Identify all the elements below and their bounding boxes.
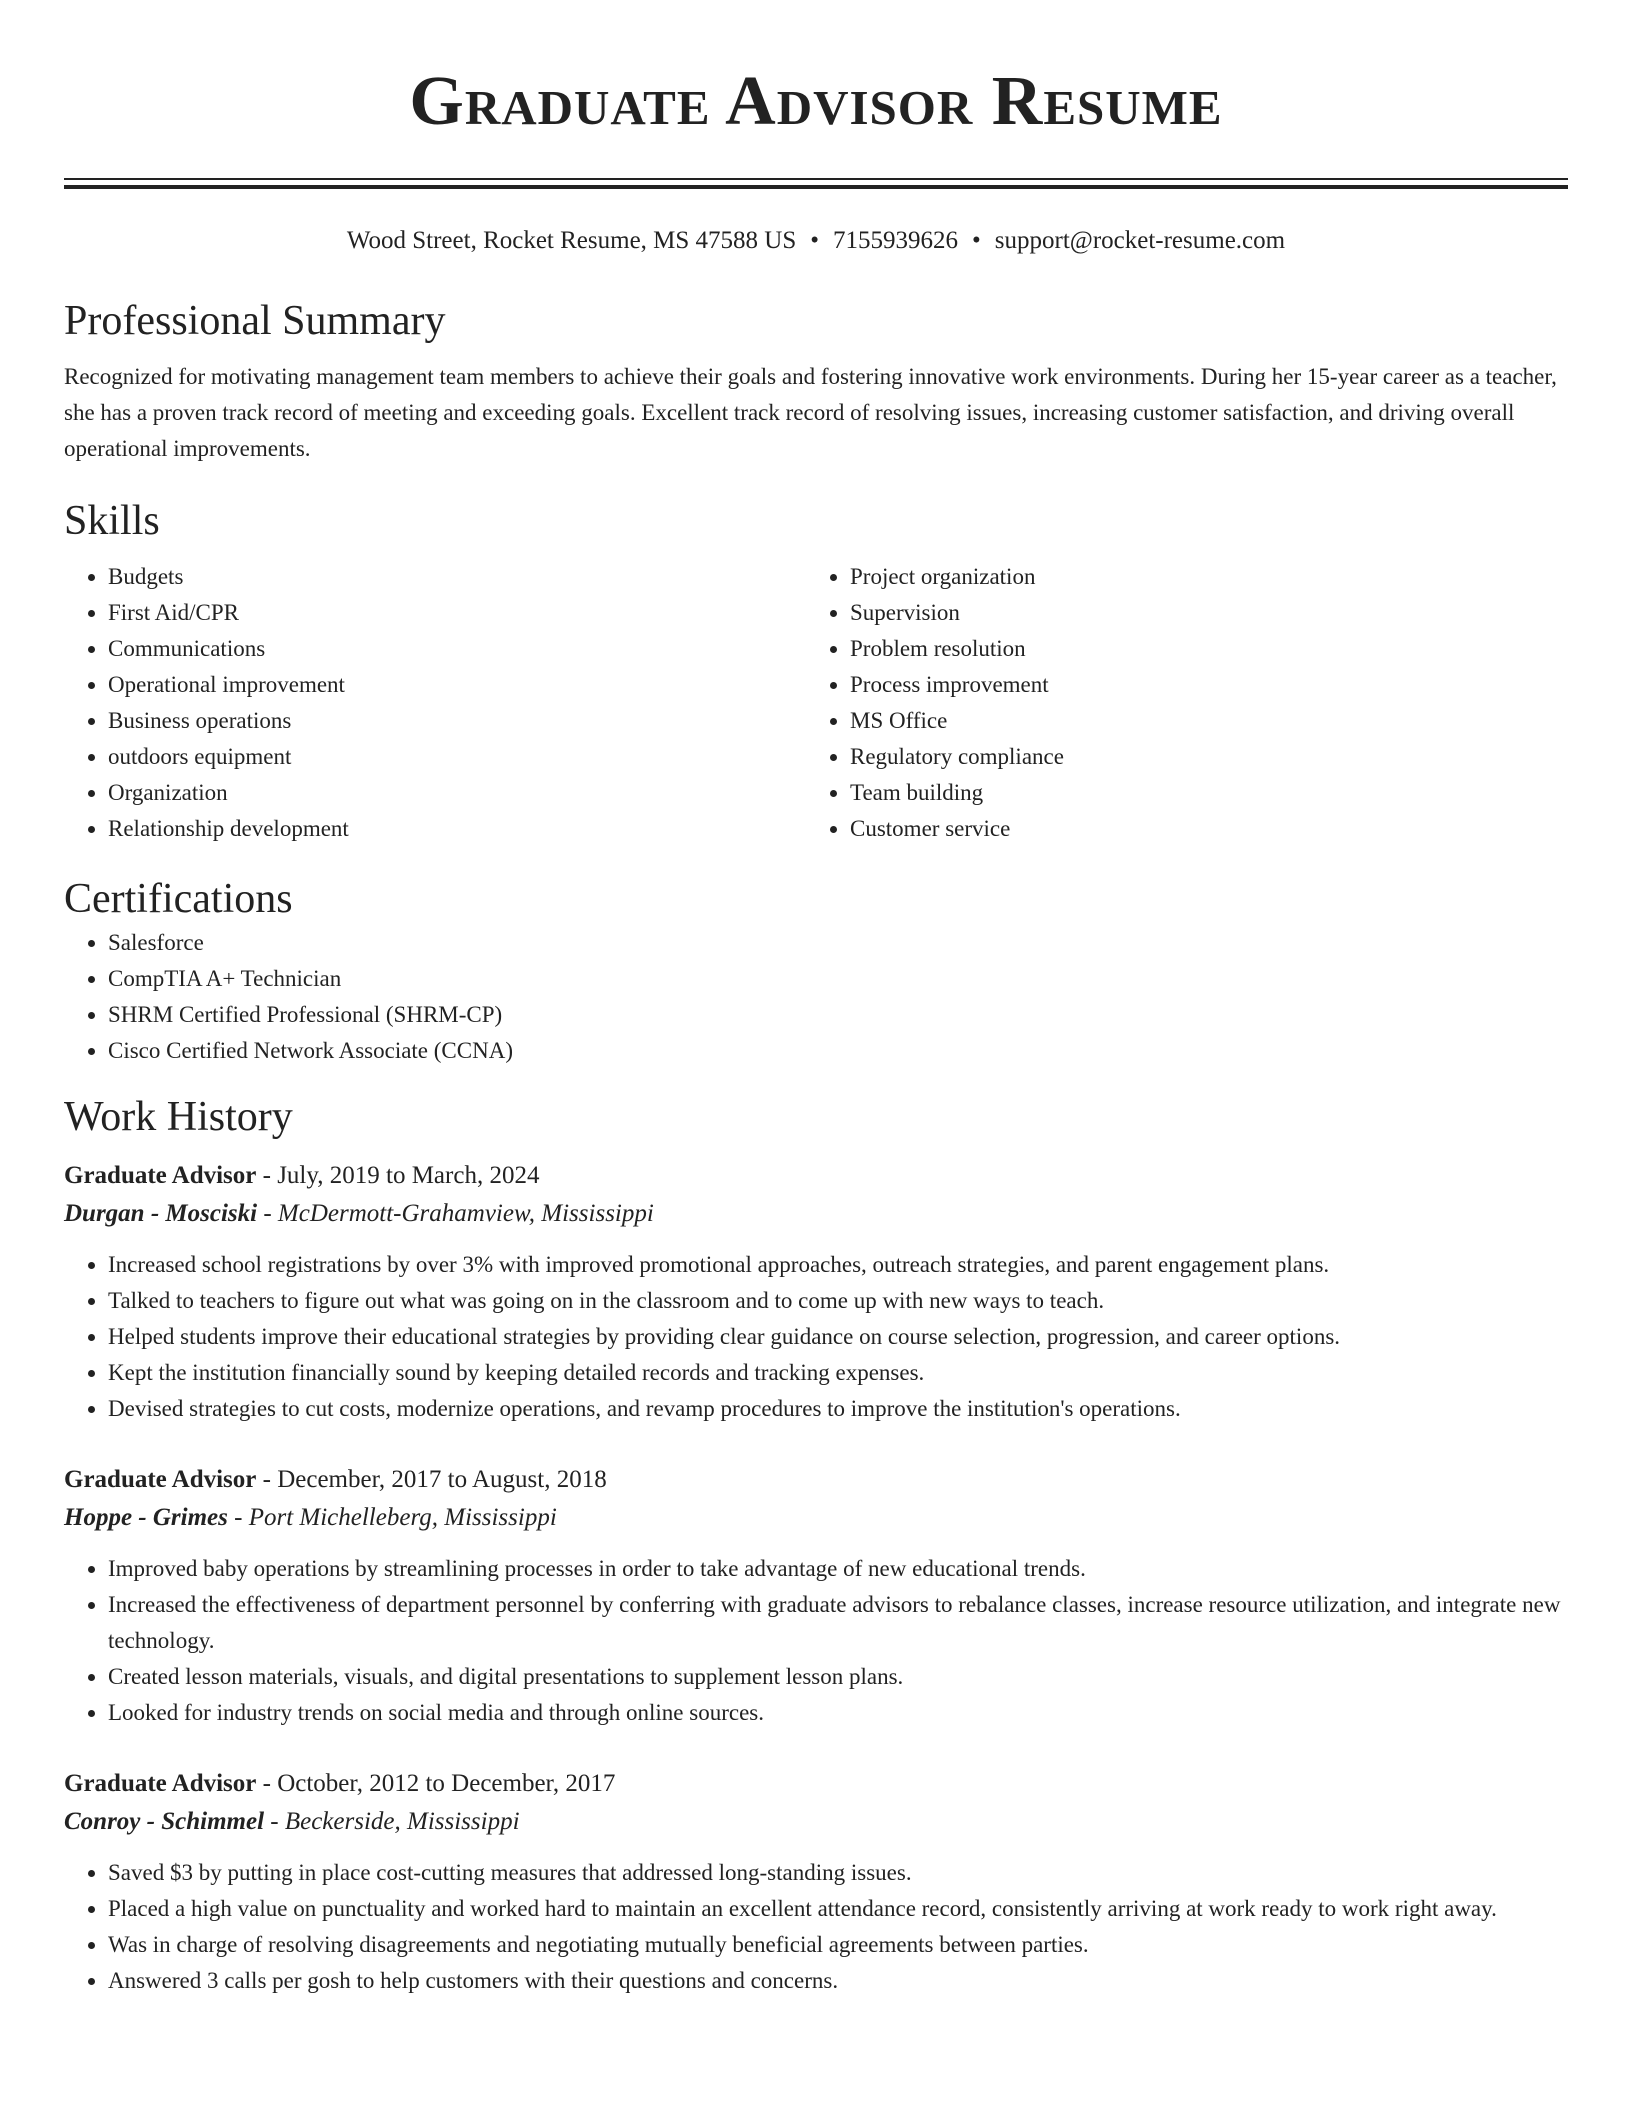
job-title: Graduate Advisor [64,1770,257,1797]
job-bullets [64,1247,1568,1427]
job-bullets [64,1855,1568,1999]
job-bullet: • Improved baby operations by streamlining processes in order to take advantage of new educational trends. [108,1551,1568,1587]
skill-item: • MS Office [850,703,1548,739]
skills-heading: Skills [64,498,160,544]
skill-item: • Business operations [108,703,806,739]
certification-item: • Salesforce [108,925,1568,961]
job-title-line [64,1157,1568,1195]
contact-address: Wood Street, Rocket Resume, MS 47588 US [346,227,797,254]
contact-separator: • [972,227,981,254]
job-entry [64,1157,1568,1427]
skill-item: • Communications [108,631,806,667]
job-bullet: • Increased school registrations by over 3% with improved promotional approaches, outreach strategies, and parent engagement plans. [108,1247,1568,1283]
resume-title: Graduate Advisor Resume [409,63,1223,140]
job-location: - Beckerside, Mississippi [264,1808,520,1835]
job-bullet: • Increased the effectiveness of department personnel by conferring with graduate advisors to rebalance classes, increase resource utilization, and integrate new technology. [108,1587,1568,1659]
job-bullet: • Devised strategies to cut costs, modernize operations, and revamp procedures to improve the institution's operations. [108,1391,1568,1427]
skill-item: • Budgets [108,559,806,595]
job-bullet: • Kept the institution financially sound by keeping detailed records and tracking expenses. [108,1355,1568,1391]
job-bullet: • Created lesson materials, visuals, and digital presentations to supplement lesson plans. [108,1659,1568,1695]
skill-item: • Process improvement [850,667,1548,703]
job-dates: - October, 2012 to December, 2017 [256,1770,616,1797]
skill-item: • Customer service [850,811,1548,847]
skill-item: • Problem resolution [850,631,1548,667]
certification-item: • CompTIA A+ Technician [108,961,1568,997]
job-entry [64,1765,1568,1999]
summary-heading: Professional Summary [64,298,446,344]
skill-item: • Organization [108,775,806,811]
skill-item: • Team building [850,775,1548,811]
job-bullet: • Helped students improve their educational strategies by providing clear guidance on course selection, progression, and career options. [108,1319,1568,1355]
job-bullet: • Talked to teachers to figure out what was going on in the classroom and to come up with new ways to teach. [108,1283,1568,1319]
job-bullet: • Looked for industry trends on social media and through online sources. [108,1695,1568,1731]
job-title-line [64,1461,1568,1499]
job-location: - Port Michelleberg, Mississippi [227,1504,557,1531]
job-dates: - December, 2017 to August, 2018 [256,1466,607,1493]
job-company-line [64,1499,1568,1537]
title-divider [64,178,1568,189]
skills-column-left [64,559,806,847]
skills-column-right [806,559,1548,847]
job-title-line [64,1765,1568,1803]
skill-item: • Regulatory compliance [850,739,1548,775]
summary-text: Recognized for motivating management team members to achieve their goals and fostering innovative work environments. During her 15-year career as a teacher, she has a proven track record of meeting and exceeding goals. Excellent track record of resolving issues, increasing customer satisfaction, and driving overall operational improvements. [64,364,1557,461]
job-title: Graduate Advisor [64,1466,257,1493]
job-bullet: • Answered 3 calls per gosh to help customers with their questions and concerns. [108,1963,1568,1999]
certification-item: • SHRM Certified Professional (SHRM-CP) [108,997,1568,1033]
contact-separator: • [810,227,820,254]
job-bullet: • Placed a high value on punctuality and worked hard to maintain an excellent attendance record, consistently arriving at work ready to work right away. [108,1891,1568,1927]
job-bullet: • Was in charge of resolving disagreements and negotiating mutually beneficial agreements between parties. [108,1927,1568,1963]
certifications-heading: Certifications [64,876,293,922]
skill-item: • Project organization [850,559,1548,595]
contact-phone: 7155939626 [833,227,959,254]
job-entry [64,1461,1568,1731]
job-company: Durgan - Mosciski [64,1200,258,1227]
contact-email: support@rocket-resume.com [994,227,1286,254]
skill-item: • Supervision [850,595,1548,631]
certification-item: • Cisco Certified Network Associate (CCNA) [108,1033,1568,1069]
work-history-heading: Work History [64,1094,293,1140]
skill-item: • Operational improvement [108,667,806,703]
skill-item: • Relationship development [108,811,806,847]
job-location: - McDermott-Grahamview, Mississippi [257,1200,654,1227]
job-bullet: • Saved $3 by putting in place cost-cutting measures that addressed long-standing issues. [108,1855,1568,1891]
certifications-list [64,925,1568,1069]
skill-item: • First Aid/CPR [108,595,806,631]
contact-line [64,225,1568,257]
job-company: Conroy - Schimmel [64,1808,265,1835]
job-dates: - July, 2019 to March, 2024 [256,1162,540,1189]
job-company-line [64,1803,1568,1841]
job-bullets [64,1551,1568,1731]
job-company-line [64,1195,1568,1233]
skill-item: • outdoors equipment [108,739,806,775]
job-company: Hoppe - Grimes [64,1504,228,1531]
skills-grid [64,559,1568,847]
job-title: Graduate Advisor [64,1162,257,1189]
